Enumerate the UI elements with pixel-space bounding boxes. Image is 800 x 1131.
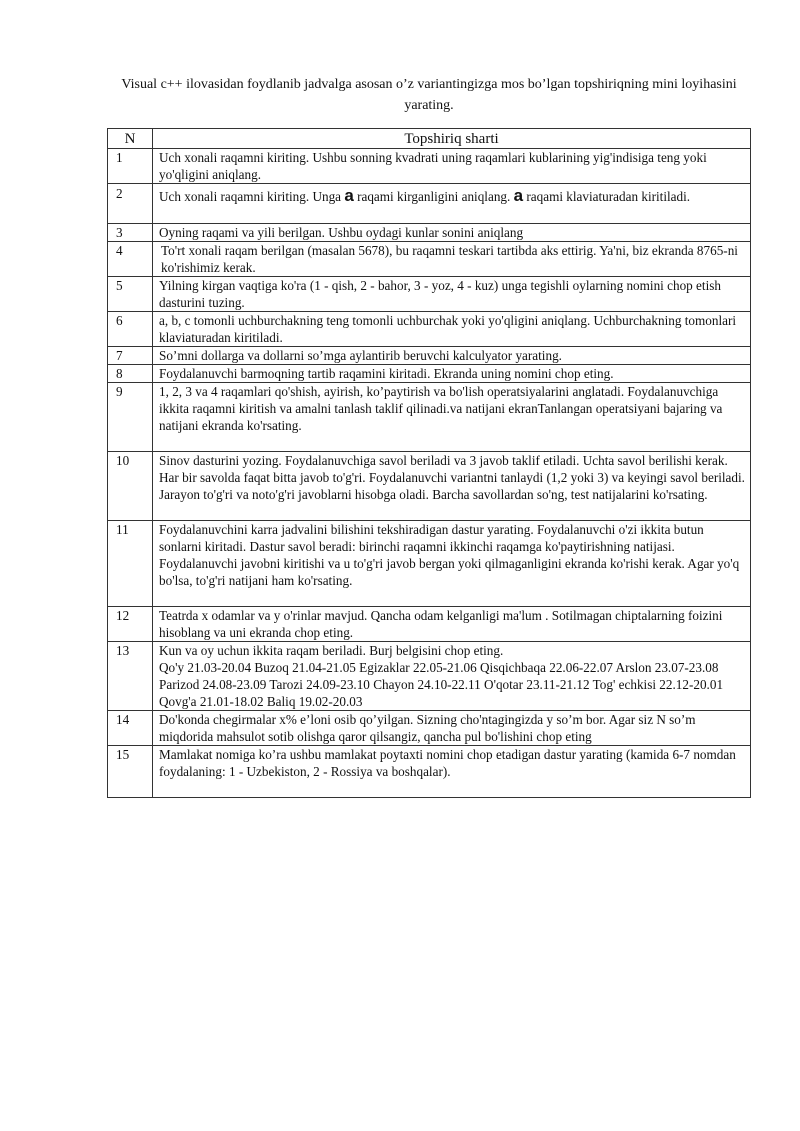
text-segment: raqami klaviaturadan kiritiladi. bbox=[523, 189, 691, 204]
row-number: 9 bbox=[108, 383, 153, 452]
bold-letter-a: a bbox=[513, 186, 524, 205]
row-task-text: To'rt xonali raqam berilgan (masalan 5678), bu raqamni teskari tartibda aks ettirig. Ya'ni, biz ekranda 8765-ni ko'rishimiz kerak. bbox=[153, 242, 751, 277]
row-task-text bbox=[153, 184, 751, 224]
row-number: 4 bbox=[108, 242, 153, 277]
row-task-text: Uch xonali raqamni kiriting. Ushbu sonning kvadrati uning raqamlari kublarining yig'indisiga teng yoki yo'qligini aniqlang. bbox=[153, 149, 751, 184]
row-number: 7 bbox=[108, 347, 153, 365]
row-number: 10 bbox=[108, 452, 153, 521]
page-title: Visual c++ ilovasidan foydlanib jadvalga asosan o’z variantingizga mos bo’lgan topshiriqning mini loyihasini yarating. bbox=[121, 77, 737, 113]
table-row bbox=[108, 383, 751, 452]
task-table bbox=[107, 128, 751, 798]
row-number: 12 bbox=[108, 607, 153, 642]
row-task-text bbox=[153, 642, 751, 711]
zodiac-intro-line: Kun va oy uchun ikkita raqam beriladi. Burj belgisini chop eting. bbox=[159, 643, 504, 658]
row-task-text: Yilning kirgan vaqtiga ko'ra (1 - qish, 2 - bahor, 3 - yoz, 4 - kuz) unga tegishli oylarning nomini chop etish dasturini tuzing. bbox=[153, 277, 751, 312]
row-task-text: Do'konda chegirmalar x% e’loni osib qo’yilgan. Sizning cho'ntagingizda y so’m bor. Agar siz N so’m miqdorida mahsulot sotib olishga qaror qilsangiz, qancha pul bo'lishini chop eting bbox=[153, 711, 751, 746]
text-segment: raqami kirganligini aniqlang. bbox=[353, 189, 514, 204]
table-row bbox=[108, 521, 751, 607]
table-row bbox=[108, 365, 751, 383]
row-number: 6 bbox=[108, 312, 153, 347]
row-number: 2 bbox=[108, 184, 153, 224]
row-task-text: Mamlakat nomiga ko’ra ushbu mamlakat poytaxti nomini chop etadigan dastur yarating (kamida 6-7 nomdan foydalaning: 1 - Uzbekiston, 2 - Rossiya va boshqalar). bbox=[153, 746, 751, 798]
table-row bbox=[108, 184, 751, 224]
row-number: 3 bbox=[108, 224, 153, 242]
table-row bbox=[108, 312, 751, 347]
row-task-text: Oyning raqami va yili berilgan. Ushbu oydagi kunlar sonini aniqlang bbox=[153, 224, 751, 242]
bold-letter-a: a bbox=[344, 186, 354, 205]
row-number: 5 bbox=[108, 277, 153, 312]
table-row bbox=[108, 607, 751, 642]
table-header-row bbox=[108, 129, 751, 149]
table-row bbox=[108, 452, 751, 521]
text-segment: Uch xonali raqamni kiriting. Unga bbox=[159, 189, 345, 204]
table-row bbox=[108, 277, 751, 312]
table-row bbox=[108, 642, 751, 711]
table-row bbox=[108, 224, 751, 242]
table-row bbox=[108, 149, 751, 184]
row-task-text: Sinov dasturini yozing. Foydalanuvchiga savol beriladi va 3 javob taklif etiladi. Uchta savol berilishi kerak. Har bir savolda faqat bitta javob to'g'ri. Foydalanuvchi variantni tanlaydi (1,2 yoki 3) va keyingi savol beriladi. Jarayon to'g'ri va noto'g'ri javoblarni hisobga oladi. Barcha savollardan so'ng, test natijalarini ko'rsating. bbox=[153, 452, 751, 521]
table-row bbox=[108, 242, 751, 277]
row-task-text: Foydalanuvchini karra jadvalini bilishini tekshiradigan dastur yarating. Foydalanuvchi o'zi ikkita butun sonlarni kiritadi. Dastur savol beradi: birinchi raqamni ikkinchi raqamga ko'paytirishning natijasi. Foydalanuvchi javobni kiritishi va u to'g'ri javob bergan yoki qilmaganligini ekranda ko'rishi kerak. Agar yo'q bo'lsa, to'g'ri natijani ham ko'rsating. bbox=[153, 521, 751, 607]
row-number: 11 bbox=[108, 521, 153, 607]
table-row bbox=[108, 347, 751, 365]
header-number: N bbox=[108, 129, 153, 149]
row-task-text: So’mni dollarga va dollarni so’mga aylantirib beruvchi kalculyator yarating. bbox=[153, 347, 751, 365]
table-row bbox=[108, 746, 751, 798]
row-task-text: 1, 2, 3 va 4 raqamlari qo'shish, ayirish, ko’paytirish va bo'lish operatsiyalarini anglatadi. Foydalanuvchiga ikkita raqamni kiritish va amalni tanlash taklif qilinadi.va natijani ekranTanlangan operatsiyani bajaring va natijani ekranda ko'rsating. bbox=[153, 383, 751, 452]
row-number: 1 bbox=[108, 149, 153, 184]
row-task-text: Teatrda x odamlar va y o'rinlar mavjud. Qancha odam kelganligi ma'lum . Sotilmagan chiptalarning foizini hisoblang va uni ekranda chop eting. bbox=[153, 607, 751, 642]
row-number: 14 bbox=[108, 711, 153, 746]
row-number: 8 bbox=[108, 365, 153, 383]
zodiac-dates-line: Qo'y 21.03-20.04 Buzoq 21.04-21.05 Egizaklar 22.05-21.06 Qisqichbaqa 22.06-22.07 Arslon 23.07-23.08 Parizod 24.08-23.09 Tarozi 24.09-23.10 Chayon 24.10-22.11 O'qotar 23.11-21.12 Tog' echkisi 22.12-20.01 Qovg'a 21.01-18.02 Baliq 19.02-20.03 bbox=[159, 660, 724, 709]
row-task-text: a, b, c tomonli uchburchakning teng tomonli uchburchak yoki yo'qligini aniqlang. Uchburchakning tomonlari klaviaturadan kiritiladi. bbox=[153, 312, 751, 347]
row-number: 13 bbox=[108, 642, 153, 711]
row-number: 15 bbox=[108, 746, 153, 798]
header-task: Topshiriq sharti bbox=[153, 129, 751, 149]
row-task-text: Foydalanuvchi barmoqning tartib raqamini kiritadi. Ekranda uning nomini chop eting. bbox=[153, 365, 751, 383]
table-row bbox=[108, 711, 751, 746]
